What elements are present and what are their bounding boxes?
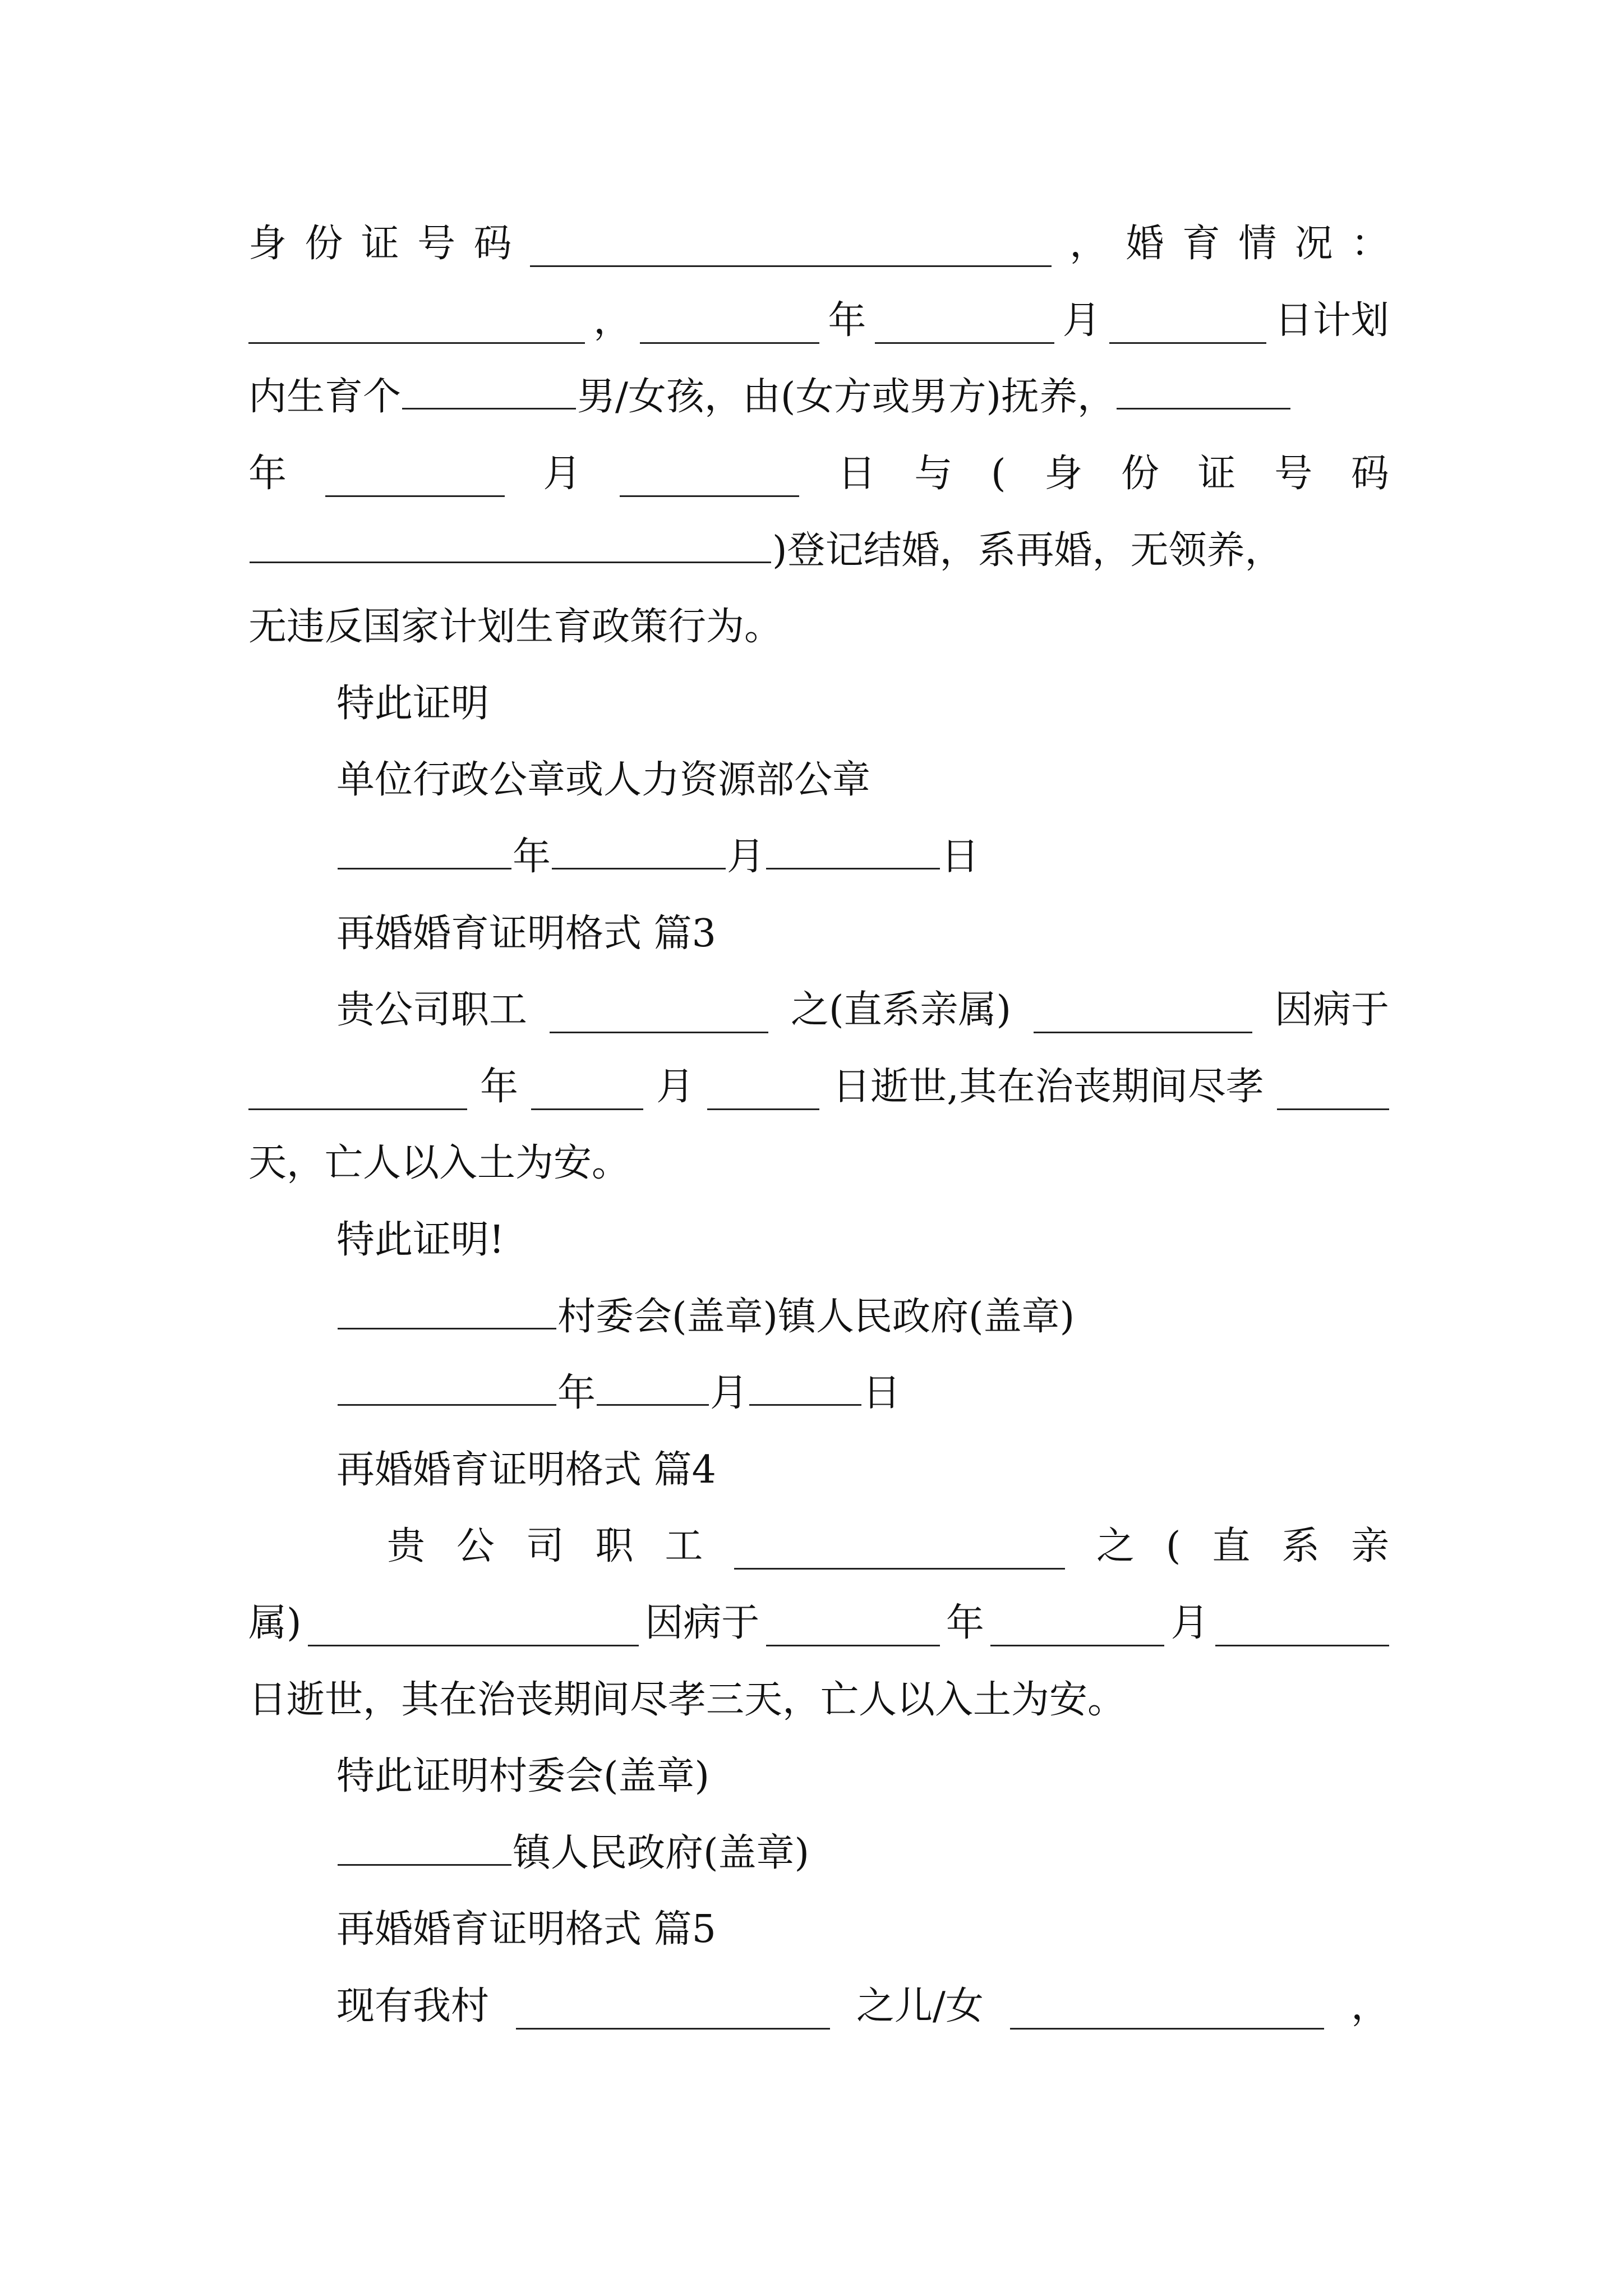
fill-in-blank [248,1065,467,1110]
text-segment: 贵公司职工 [336,988,528,1032]
text-segment: 身 [248,222,287,266]
text-segment: 育 [1182,222,1220,266]
text-segment: 日逝世，其在治丧期间尽孝三天，亡人以入土为安。 [248,1678,1126,1722]
text-segment: 职 [595,1524,634,1568]
text-segment: 男/女孩，由(女方或男方)抚养， [577,375,1115,419]
text-line [248,210,1389,278]
text-segment: 之(直系亲属) [790,988,1012,1032]
text-segment: 日 [863,1371,901,1415]
text-segment: 因病于 [645,1601,760,1645]
fill-in-blank [766,1601,940,1646]
text-segment: ( [1165,1524,1181,1568]
text-segment: 无违反国家计划生育政策行为。 [248,605,783,649]
fill-in-blank [1109,298,1266,344]
text-line [248,440,1389,508]
text-line [248,1667,1389,1734]
fill-in-blank [734,1524,1065,1570]
fill-in-blank [338,1360,556,1406]
fill-in-blank [530,222,1052,267]
text-segment: ， [593,298,632,343]
text-segment: 村委会(盖章)镇人民政府(盖章) [557,1295,1075,1339]
text-segment: 单位行政公章或人力资源部公章 [336,758,871,802]
fill-in-blank [749,1360,861,1406]
text-segment: 司 [525,1524,564,1568]
text-segment: 日逝世,其在治丧期间尽孝 [832,1065,1264,1109]
text-segment: 年 [828,298,866,343]
text-segment: 之儿/女 [856,1984,984,2028]
fill-in-blank [707,1065,819,1110]
section-heading [336,900,1389,968]
text-line [248,364,1389,431]
text-segment: 证 [361,222,399,266]
text-line [248,517,1389,585]
text-segment: 月 [656,1065,695,1109]
text-segment: 年 [513,835,551,879]
text-line [336,1820,1389,1887]
text-segment: 内生育个 [248,375,402,419]
text-segment: )登记结婚，系再婚，无领养， [772,528,1283,573]
fill-in-blank [1117,364,1290,409]
text-segment: 婚 [1126,222,1164,266]
text-line [248,1590,1389,1657]
fill-in-blank [620,452,799,497]
text-segment: 年 [480,1065,519,1109]
text-segment: 身 [1044,452,1083,496]
text-line [336,747,1389,814]
fill-in-blank [875,298,1054,344]
text-segment: 镇人民政府(盖章) [513,1831,810,1875]
text-segment: ( [991,452,1006,496]
fill-in-blank [1277,1065,1389,1110]
text-line [336,1207,1389,1274]
text-segment: 现有我村 [336,1984,490,2028]
text-segment: 日计划 [1274,298,1389,343]
section-heading [336,1437,1389,1504]
fill-in-blank [1034,988,1252,1033]
text-line [336,1360,1389,1427]
text-segment: 因病于 [1274,988,1389,1032]
text-segment: ， [1350,1984,1389,2028]
text-segment: 月 [1062,298,1101,343]
text-segment: 号 [417,222,456,266]
text-segment: ， [1069,222,1108,266]
section-heading [336,1896,1389,1963]
text-segment: 特此证明! [336,1218,505,1262]
text-segment: 特此证明村委会(盖章) [336,1754,710,1798]
text-segment: 亲 [1350,1524,1389,1568]
text-segment: 证 [1197,452,1236,496]
text-segment: 年 [248,452,287,496]
fill-in-blank [325,452,505,497]
text-line [248,287,1389,355]
text-segment: 年 [557,1371,596,1415]
text-segment: 况 [1294,222,1333,266]
text-line [248,1053,1389,1121]
fill-in-blank [1215,1601,1389,1646]
fill-in-blank [550,988,768,1033]
text-segment: 再婚婚育证明格式 篇3 [336,912,716,956]
text-segment: 月 [710,1371,749,1415]
fill-in-blank [597,1360,709,1406]
text-line [336,1283,1389,1351]
text-segment: 直 [1212,1524,1251,1568]
fill-in-blank [248,298,585,344]
text-segment: 贵 [387,1524,426,1568]
fill-in-blank [766,824,940,869]
fill-in-blank [516,1984,830,2030]
text-segment: 公 [456,1524,495,1568]
text-segment: 与 [914,452,953,496]
text-segment: 份 [305,222,343,266]
fill-in-blank [338,1284,556,1329]
text-line [336,1973,1389,2040]
fill-in-blank [250,518,771,563]
text-segment: 码 [1350,452,1389,496]
text-segment: 月 [1170,1601,1209,1645]
text-line [336,977,1389,1044]
fill-in-blank [338,1820,511,1866]
text-segment: 月 [727,835,766,879]
text-segment: 年 [946,1601,984,1645]
text-segment: 月 [543,452,582,496]
fill-in-blank [990,1601,1164,1646]
text-line [336,823,1389,891]
fill-in-blank [338,824,511,869]
text-segment: 情 [1238,222,1277,266]
text-segment: 天，亡人以入土为安。 [248,1141,630,1185]
text-line [336,1743,1389,1810]
text-segment: 系 [1281,1524,1320,1568]
fill-in-blank [531,1065,643,1110]
text-segment: ： [1350,222,1389,266]
text-segment: 之 [1096,1524,1135,1568]
text-segment: 工 [665,1524,703,1568]
text-segment: 再婚婚育证明格式 篇4 [336,1448,716,1492]
text-segment: 特此证明 [336,682,490,726]
text-line [248,593,1389,661]
fill-in-blank [402,364,576,409]
text-segment: 号 [1274,452,1313,496]
text-segment: 份 [1121,452,1159,496]
fill-in-blank [1010,1984,1324,2030]
fill-in-blank [552,824,726,869]
fill-in-blank [640,298,819,344]
text-segment: 属) [248,1601,302,1645]
fill-in-blank [308,1601,639,1646]
text-segment: 日 [941,835,980,879]
text-line [248,1130,1389,1197]
text-segment: 码 [473,222,512,266]
text-segment: 日 [837,452,876,496]
text-line [336,670,1389,738]
text-line [387,1513,1389,1580]
text-segment: 再婚婚育证明格式 篇5 [336,1907,716,1952]
